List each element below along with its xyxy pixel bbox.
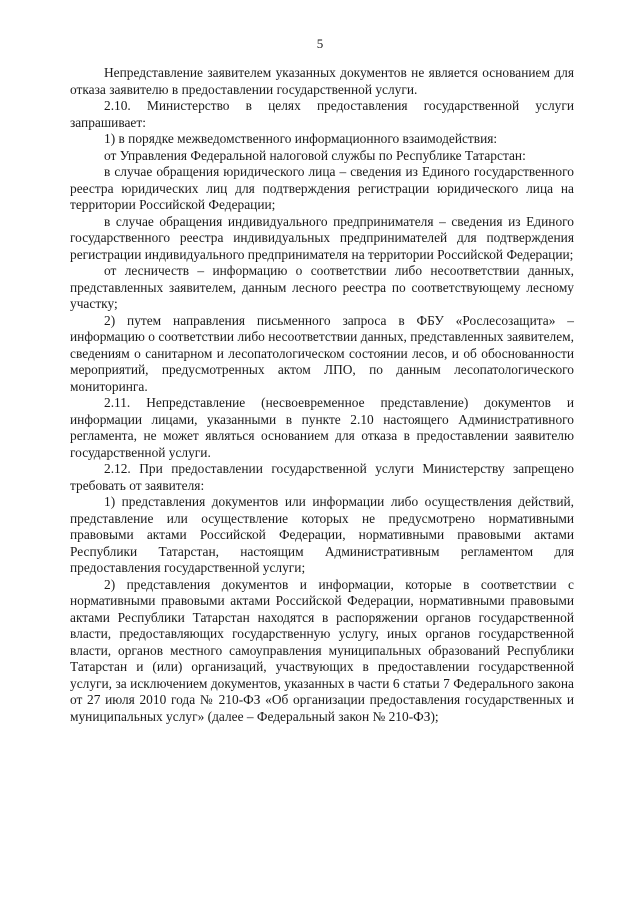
document-body	[70, 65, 574, 725]
paragraph: в случае обращения юридического лица – сведения из Единого государственного реестра юридических лиц для подтверждения регистрации юридического лица на территории Российской Федерации;	[70, 164, 574, 212]
paragraph-section-2-10: 2.10. Министерство в целях предоставления государственной услуги запрашивает:	[70, 98, 574, 130]
paragraph: от Управления Федеральной налоговой службы по Республике Татарстан:	[104, 147, 526, 163]
paragraph: 2) путем направления письменного запроса в ФБУ «Рослесозащита» – информацию о соответствии либо несоответствии данных, представленных заявителем, сведениям о санитарном и лесопатологическом состоянии лесов, и об обоснованности мероприятий, предусмотренных актом ЛПО, по данным лесопатологического мониторинга.	[70, 312, 574, 394]
paragraph: 1) представления документов или информации либо осуществления действий, представление или осуществление которых не предусмотрено нормативными правовыми актами Российской Федерации, нормативными правовыми актами Республики Татарстан, настоящим Административным регламентом для предоставления государственной услуги;	[70, 494, 574, 575]
paragraph: Непредставление заявителем указанных документов не является основанием для отказа заявителю в предоставлении государственной услуги.	[70, 65, 574, 97]
page-number: 5	[316, 36, 324, 51]
paragraph: 2) представления документов и информации, которые в соответствии с нормативными правовыми актами Российской Федерации, нормативными правовыми актами Республики Татарстан находятся в распоряжении органов государственной власти, предоставляющих государственную услугу, иных органов государственной власти, органов местного самоуправления муниципальных образований Республики Татарстан и (или) организаций, участвующих в предоставлении государственной услуги, за исключением документов, указанных в части 6 статьи 7 Федерального закона от 27 июля 2010 года № 210-ФЗ «Об организации предоставления государственных и муниципальных услуг» (далее – Федеральный закон № 210-ФЗ);	[70, 576, 574, 724]
paragraph-section-2-12: 2.12. При предоставлении государственной услуги Министерству запрещено требовать от заявителя:	[70, 461, 574, 493]
paragraph-section-2-11: 2.11. Непредставление (несвоевременное представление) документов и информации лицами, указанными в пункте 2.10 настоящего Административного регламента, не может являться основанием для отказа в предоставлении заявителю государственной услуги.	[70, 395, 574, 460]
paragraph: в случае обращения индивидуального предпринимателя – сведения из Единого государственного реестра индивидуальных предпринимателей для подтверждения регистрации индивидуального предпринимателя на территории Российской Федерации;	[70, 213, 574, 262]
paragraph: от лесничеств – информацию о соответствии либо несоответствии данных, представленных заявителем, данным лесного реестра по соответствующему лесному участку;	[70, 263, 574, 311]
paragraph: 1) в порядке межведомственного информационного взаимодействия:	[104, 131, 498, 146]
